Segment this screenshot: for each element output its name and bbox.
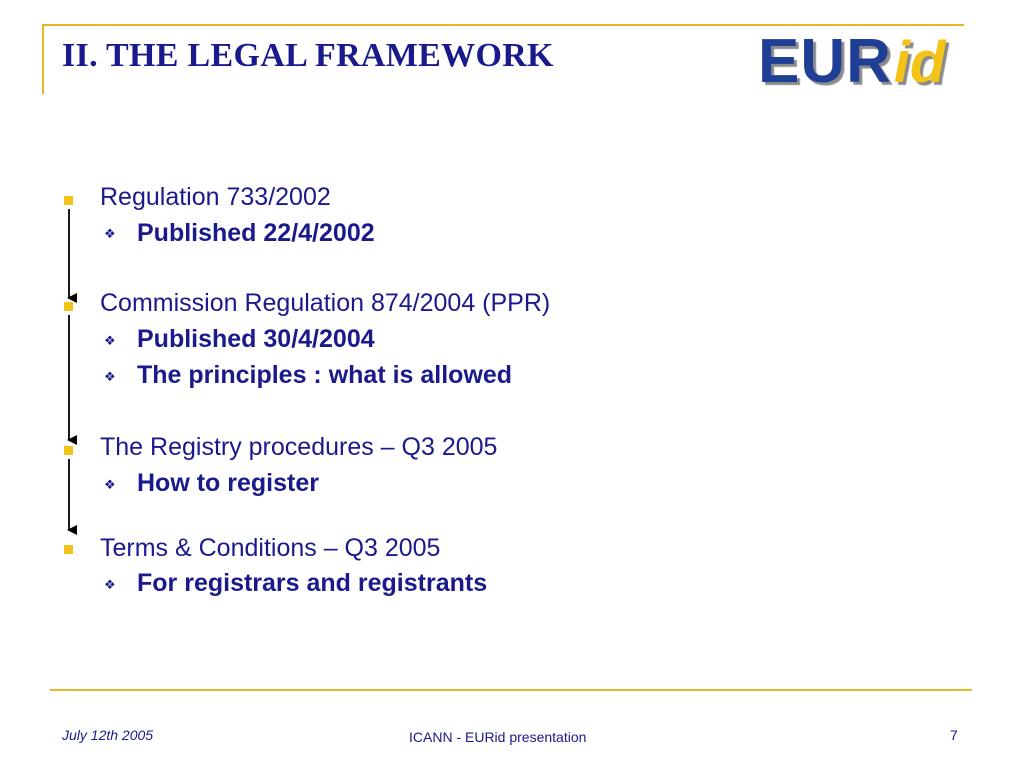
diamond-bullet-icon: ❖ xyxy=(104,333,116,348)
sub-bullet-4-1: For registrars and registrants xyxy=(137,569,488,597)
diamond-bullet-icon: ❖ xyxy=(104,577,116,592)
diamond-bullet-icon: ❖ xyxy=(104,369,116,384)
page-number: 7 xyxy=(950,727,958,743)
bullet-item-1: Regulation 733/2002 xyxy=(100,183,331,211)
logo-text-id: id xyxy=(893,30,946,95)
bullet-item-2: Commission Regulation 874/2004 (PPR) xyxy=(100,289,551,317)
footer-divider xyxy=(50,689,972,691)
slide-title: II. THE LEGAL FRAMEWORK xyxy=(62,37,554,74)
diamond-bullet-icon: ❖ xyxy=(104,477,116,492)
footer-presentation-title: ICANN - EURid presentation xyxy=(409,729,587,745)
sub-bullet-2-1: Published 30/4/2004 xyxy=(137,325,375,353)
sub-bullet-1-1: Published 22/4/2002 xyxy=(137,219,375,247)
bullet-item-4: Terms & Conditions – Q3 2005 xyxy=(100,534,441,562)
sub-bullet-3-1: How to register xyxy=(137,469,319,497)
diamond-bullet-icon: ❖ xyxy=(104,226,116,241)
logo-text-eur: EUR xyxy=(758,27,892,96)
bullet-item-3: The Registry procedures – Q3 2005 xyxy=(100,433,498,461)
footer-date: July 12th 2005 xyxy=(62,727,154,743)
sub-bullet-2-2: The principles : what is allowed xyxy=(137,361,513,389)
